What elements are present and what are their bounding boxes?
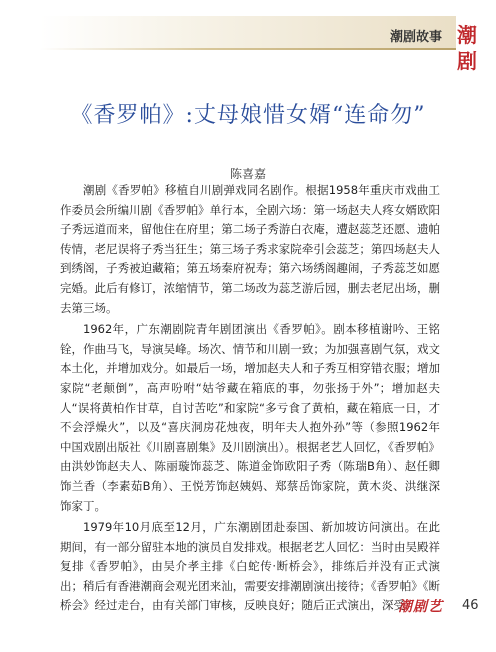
section-label: 潮剧故事 <box>389 30 442 45</box>
article-title: 《香罗帕》:丈母娘惜女婿“连命勿” <box>70 103 426 128</box>
body-paragraph: 潮剧《香罗帕》移植自川剧弹戏同名剧作。根据1958年重庆市戏曲工作委员会所编川剧《香罗帕》单行本，全剧六场：第一场赵夫人疼女婿欧阳子秀远道而来，留他住在府里；第二场子秀游白衣庵，遭赵蕊芝还愿、遗帕传情，老尼误将子秀当狂生；第三场子秀求家院牵引会蕊芝；第四场赵夫人到绣阁，子秀被迫藏箱；第五场秦府祝寿；第六场绣阁趣闹，子秀蕊芝如愿完婚。此后有修订，浓缩情节，第二场改为蕊芝游后园，删去老尼出场，删去第三场。 <box>60 183 440 315</box>
section-seal-logo: 潮剧 <box>457 23 477 73</box>
page-number: 46 <box>462 598 479 613</box>
magazine-logo: 潮剧艺 <box>398 599 443 615</box>
article-body <box>60 181 440 618</box>
article-author: 陈喜嘉 <box>229 167 266 181</box>
body-paragraph: 1962年，广东潮剧院青年剧团演出《香罗帕》。剧本移植谢吟、王铭铨，作曲马飞，导演吴峰。场次、情节和川剧一致；为加强喜剧气氛，戏文本土化，并增加戏分。如最后一场，增加赵夫人和子秀互相穿错衣服；增加家院“老颠倒”，高声吩咐“姑爷藏在箱底的事，勿张扬于外”；增加赵夫人“误将黄柏作甘草，自讨苦吃”和家院“多亏食了黄柏，藏在箱底一日，才不会浮燥火”，以及“喜庆洞房花烛夜，明年夫人抱外孙”等（参照1962年中国戏剧出版社《川剧喜剧集》及川剧演出）。根据老艺人回忆，《香罗帕》由洪妙饰赵夫人、陈丽璇饰蕊芝、陈道金饰欧阳子秀（陈瑞B角）、赵任卿饰兰香（李素茹B角）、王悦芳饰赵姨妈、郑蔡岳饰家院，黄木炎、洪继深饰家丁。 <box>60 322 440 513</box>
body-paragraph: 1979年10月底至12月，广东潮剧团赴泰国、新加坡访问演出。在此期间，有一部分留驻本地的演员自发排戏。根据老艺人回忆：当时由吴殿祥复排《香罗帕》，由吴介孝主排《白蛇传·断桥会》，排练后并没有正式演出；稍后有香港潮商会观光团来汕，需要安排潮剧演出接待；《香罗帕》《断桥会》经过走台，由有关部门审核，反映良好；随后正式演出，深受 <box>60 520 440 613</box>
